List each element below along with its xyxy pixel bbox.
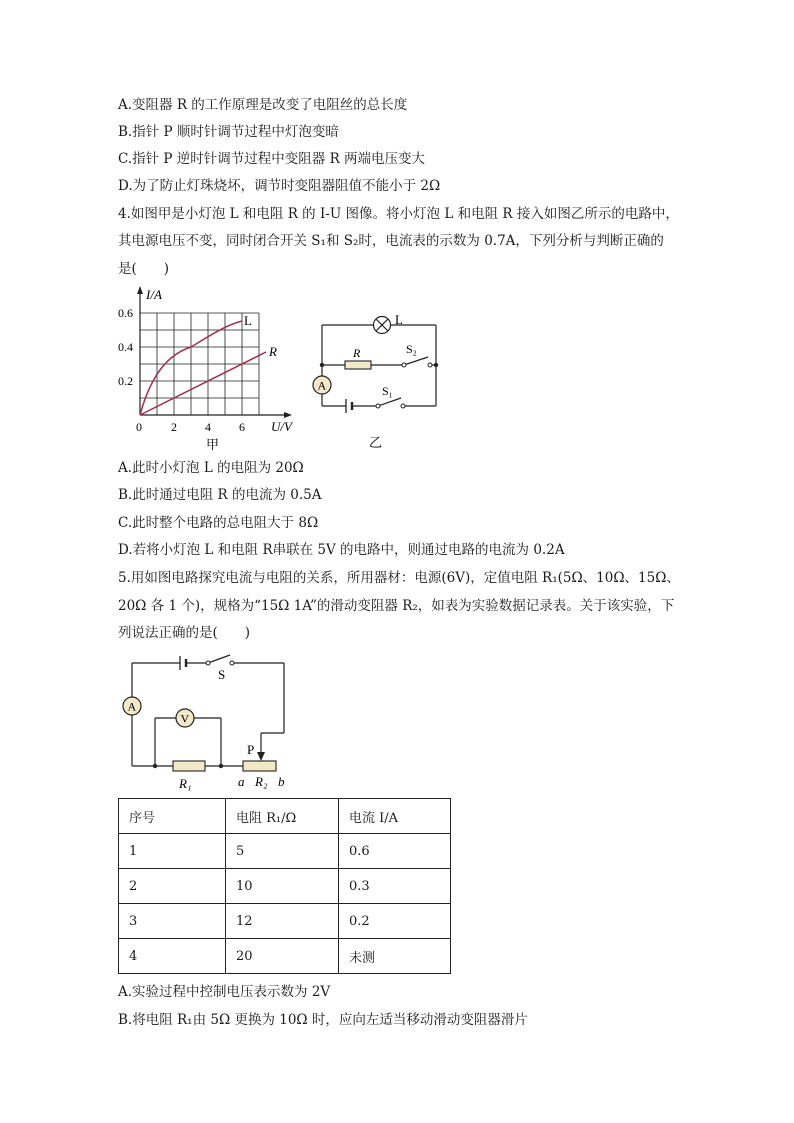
switch-s2-label: S₂ [406,342,417,356]
q4-stem-line1: 4.如图甲是小灯泡 L 和电阻 R 的 I-U 图像。将小灯泡 L 和电阻 R 接入如图乙所示的电路中， [118,206,679,222]
q4-option-d: D.若将小灯泡 L 和电阻 R串联在 5V 的电路中，则通过电路的电流为 0.2A [118,542,565,558]
y-tick-0.6: 0.6 [118,306,133,320]
cell-index: 2 [119,869,226,904]
header-resistance: 电阻 R₁/Ω [226,799,339,834]
voltmeter-label: V [180,711,190,726]
cell-current: 未测 [339,939,451,974]
table-row [119,939,451,974]
x-axis-label: U/V [271,419,292,434]
resistor-r [345,361,371,369]
rheostat-r2 [243,761,276,771]
iu-graph [116,283,306,453]
q3-option-b: B.指针 P 顺时针调节过程中灯泡变暗 [118,124,339,140]
lamp-label: L [395,312,403,327]
y-tick-0.2: 0.2 [118,374,133,388]
q5-stem-line3: 列说法正确的是( ) [118,625,251,641]
curve-l-label: L [244,313,252,328]
cell-resistance: 20 [226,939,339,974]
x-tick-2: 2 [171,420,177,434]
cell-current: 0.3 [339,869,451,904]
cell-index: 1 [119,834,226,869]
cell-resistance: 10 [226,869,339,904]
series-circuit [116,648,301,793]
cell-resistance: 5 [226,834,339,869]
q4-option-c: C.此时整个电路的总电阻大于 8Ω [118,515,319,531]
table-row [119,869,451,904]
q5-stem-line2: 20Ω 各 1 个)，规格为“15Ω 1A”的滑动变阻器 R₂，如表为实验数据记录表。关于该实验，下 [118,598,675,614]
terminal-a-label: a [238,774,245,789]
resistor-r1 [173,761,205,771]
line-r [140,352,266,415]
line-r-label: R [269,344,277,359]
q3-option-a: A.变阻器 R 的工作原理是改变了电阻丝的总长度 [118,97,408,113]
q4-option-a: A.此时小灯泡 L 的电阻为 20Ω [118,460,304,476]
cell-index: 3 [119,904,226,939]
y-tick-0.4: 0.4 [118,340,133,354]
ammeter-label: A [317,378,327,393]
header-index: 序号 [119,799,226,834]
x-tick-4: 4 [205,420,211,434]
q4-stem-line2: 其电源电压不变，同时闭合开关 S₁和 S₂时，电流表的示数为 0.7A，下列分析与判断正确的 [118,233,664,249]
data-table [118,798,451,974]
terminal-b-label: b [278,774,285,789]
q5-stem-line1: 5.用如图电路探究电流与电阻的关系，所用器材：电源(6V)，定值电阻 R₁(5Ω、10Ω、15Ω、 [118,570,680,586]
x-tick-6: 6 [239,420,245,434]
cell-index: 4 [119,939,226,974]
header-current: 电流 I/A [339,799,451,834]
q3-option-c: C.指针 P 逆时针调节过程中变阻器 R 两端电压变大 [118,151,426,167]
x-tick-0: 0 [136,420,142,434]
r2-label: R₂ [255,774,268,789]
q4-stem-line3: 是( ) [118,261,170,277]
graph-caption: 甲 [206,438,220,453]
table-row [119,904,451,939]
resistor-label: R [353,346,361,360]
table-row [119,834,451,869]
q3-option-d: D.为了防止灯珠烧坏，调节时变阻器阻值不能小于 2Ω [118,178,441,194]
parallel-circuit [308,305,453,450]
switch-s1-label: S₁ [382,384,393,398]
cell-current: 0.6 [339,834,451,869]
cell-resistance: 12 [226,904,339,939]
slider-arrow [257,752,265,761]
ammeter-label: A [127,699,137,714]
cell-current: 0.2 [339,904,451,939]
circuit-caption: 乙 [369,436,383,450]
q4-option-b: B.此时通过电阻 R 的电流为 0.5A [118,487,322,503]
table-header-row [119,799,451,834]
q5-option-a: A.实验过程中控制电压表示数为 2V [118,984,331,1000]
y-axis-label: I/A [146,287,162,302]
switch-s-label: S [218,667,226,682]
q5-option-b: B.将电阻 R₁由 5Ω 更换为 10Ω 时，应向左适当移动滑动变阻器滑片 [118,1012,528,1028]
slider-p-label: P [247,742,255,757]
r1-label: R₁ [179,776,192,791]
